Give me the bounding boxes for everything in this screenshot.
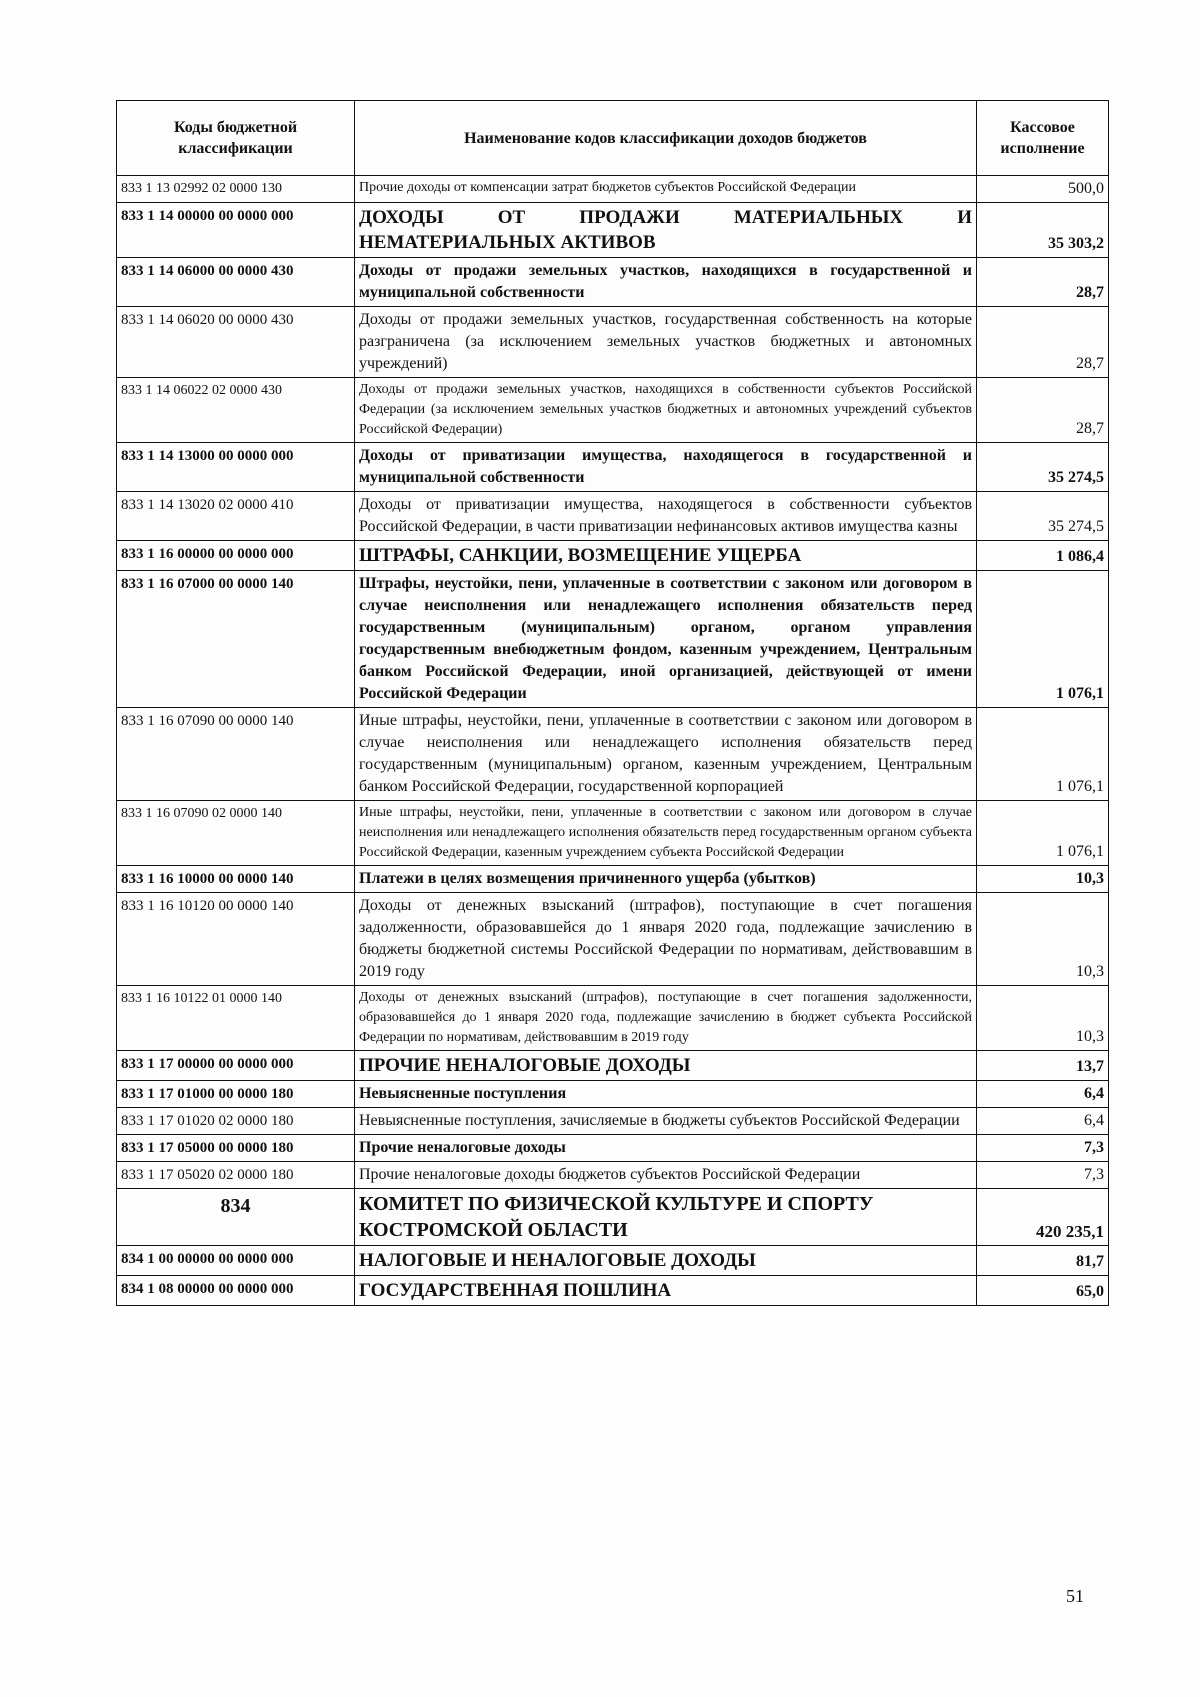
table-row — [117, 1108, 1109, 1135]
row-code: 834 1 08 00000 00 0000 000 — [117, 1276, 355, 1306]
row-code: 833 1 14 00000 00 0000 000 — [117, 203, 355, 258]
row-amount: 65,0 — [977, 1276, 1109, 1306]
row-name: НАЛОГОВЫЕ И НЕНАЛОГОВЫЕ ДОХОДЫ — [355, 1246, 977, 1276]
table-row — [117, 866, 1109, 893]
row-amount: 6,4 — [977, 1108, 1109, 1135]
row-amount: 28,7 — [977, 307, 1109, 378]
row-code: 833 1 16 10120 00 0000 140 — [117, 893, 355, 986]
row-code: 833 1 17 05020 02 0000 180 — [117, 1162, 355, 1189]
row-name: Невыясненные поступления, зачисляемые в бюджеты субъектов Российской Федерации — [355, 1108, 977, 1135]
row-amount: 1 076,1 — [977, 801, 1109, 866]
row-code: 833 1 14 06000 00 0000 430 — [117, 258, 355, 307]
row-name: Прочие неналоговые доходы — [355, 1135, 977, 1162]
header-code: Коды бюджетной классификации — [117, 101, 355, 176]
table-row — [117, 1246, 1109, 1276]
row-name: КОМИТЕТ ПО ФИЗИЧЕСКОЙ КУЛЬТУРЕ И СПОРТУ КОСТРОМСКОЙ ОБЛАСТИ — [355, 1189, 977, 1246]
row-code: 833 1 16 07000 00 0000 140 — [117, 571, 355, 708]
row-code: 833 1 17 01000 00 0000 180 — [117, 1081, 355, 1108]
table-row — [117, 492, 1109, 541]
row-amount: 420 235,1 — [977, 1189, 1109, 1246]
row-amount: 13,7 — [977, 1051, 1109, 1081]
row-code: 833 1 16 10000 00 0000 140 — [117, 866, 355, 893]
row-amount: 6,4 — [977, 1081, 1109, 1108]
row-name: ГОСУДАРСТВЕННАЯ ПОШЛИНА — [355, 1276, 977, 1306]
table-row — [117, 1189, 1109, 1246]
row-code: 833 1 17 01020 02 0000 180 — [117, 1108, 355, 1135]
page-number: 51 — [1066, 1586, 1084, 1606]
row-name: Доходы от продажи земельных участков, государственная собственность на которые разграничена (за исключением земельных участков бюджетных и автономных учреждений) — [355, 307, 977, 378]
table-row — [117, 203, 1109, 258]
header-name: Наименование кодов классификации доходов бюджетов — [355, 101, 977, 176]
row-amount: 500,0 — [977, 176, 1109, 203]
row-code: 833 1 16 00000 00 0000 000 — [117, 541, 355, 571]
row-code: 833 1 17 00000 00 0000 000 — [117, 1051, 355, 1081]
row-amount: 7,3 — [977, 1162, 1109, 1189]
row-name: Доходы от денежных взысканий (штрафов), поступающие в счет погашения задолженности, образовавшейся до 1 января 2020 года, подлежащие зачислению в бюджеты бюджетной системы Российской Федерации по нормативам, действовавшим в 2019 году — [355, 893, 977, 986]
header-amount: Кассовое исполнение — [977, 101, 1109, 176]
row-code: 833 1 16 10122 01 0000 140 — [117, 986, 355, 1051]
row-name: Доходы от продажи земельных участков, находящихся в собственности субъектов Российской Федерации (за исключением земельных участков бюджетных и автономных учреждений субъектов Российской Федерации) — [355, 378, 977, 443]
table-row — [117, 443, 1109, 492]
row-name: Иные штрафы, неустойки, пени, уплаченные в соответствии с законом или договором в случае неисполнения или ненадлежащего исполнения обязательств перед государственным (муниципальным) органом, казенным учреждением, Центральным банком Российской Федерации, государственной корпорацией — [355, 708, 977, 801]
row-code: 833 1 17 05000 00 0000 180 — [117, 1135, 355, 1162]
table-row — [117, 893, 1109, 986]
table-row — [117, 1276, 1109, 1306]
row-name: Штрафы, неустойки, пени, уплаченные в соответствии с законом или договором в случае неисполнения или ненадлежащего исполнения обязательств перед государственным (муниципальным) органом, органом управления государственным внебюджетным фондом, казенным учреждением, Центральным банком Российской Федерации, иной организацией, действующей от имени Российской Федерации — [355, 571, 977, 708]
row-amount: 1 076,1 — [977, 708, 1109, 801]
table-row — [117, 571, 1109, 708]
table-header-row — [117, 101, 1109, 176]
row-code: 833 1 14 06022 02 0000 430 — [117, 378, 355, 443]
row-amount: 28,7 — [977, 258, 1109, 307]
table-body — [117, 176, 1109, 1306]
row-code: 834 1 00 00000 00 0000 000 — [117, 1246, 355, 1276]
table-row — [117, 307, 1109, 378]
row-code: 833 1 14 13020 02 0000 410 — [117, 492, 355, 541]
row-name: Прочие неналоговые доходы бюджетов субъектов Российской Федерации — [355, 1162, 977, 1189]
table-row — [117, 1162, 1109, 1189]
row-code: 833 1 14 06020 00 0000 430 — [117, 307, 355, 378]
row-code: 834 — [117, 1189, 355, 1246]
row-name: Доходы от продажи земельных участков, находящихся в государственной и муниципальной собственности — [355, 258, 977, 307]
table-row — [117, 258, 1109, 307]
table-row — [117, 541, 1109, 571]
row-name: Доходы от приватизации имущества, находящегося в государственной и муниципальной собственности — [355, 443, 977, 492]
row-code: 833 1 13 02992 02 0000 130 — [117, 176, 355, 203]
table-row — [117, 1135, 1109, 1162]
row-name: Иные штрафы, неустойки, пени, уплаченные в соответствии с законом или договором в случае неисполнения или ненадлежащего исполнения обязательств перед государственным органом субъекта Российской Федерации, казенным учреждением субъекта Российской Федерации — [355, 801, 977, 866]
row-name: ШТРАФЫ, САНКЦИИ, ВОЗМЕЩЕНИЕ УЩЕРБА — [355, 541, 977, 571]
row-amount: 81,7 — [977, 1246, 1109, 1276]
table-row — [117, 986, 1109, 1051]
row-name: Доходы от приватизации имущества, находящегося в собственности субъектов Российской Федерации, в части приватизации нефинансовых активов имущества казны — [355, 492, 977, 541]
row-amount: 28,7 — [977, 378, 1109, 443]
table-row — [117, 176, 1109, 203]
row-code: 833 1 16 07090 02 0000 140 — [117, 801, 355, 866]
table-row — [117, 801, 1109, 866]
row-amount: 10,3 — [977, 986, 1109, 1051]
row-name: Платежи в целях возмещения причиненного ущерба (убытков) — [355, 866, 977, 893]
row-code: 833 1 16 07090 00 0000 140 — [117, 708, 355, 801]
table-row — [117, 378, 1109, 443]
row-name: ДОХОДЫ ОТ ПРОДАЖИ МАТЕРИАЛЬНЫХ И НЕМАТЕРИАЛЬНЫХ АКТИВОВ — [355, 203, 977, 258]
row-name: Доходы от денежных взысканий (штрафов), поступающие в счет погашения задолженности, образовавшейся до 1 января 2020 года, подлежащие зачислению в бюджет субъекта Российской Федерации по нормативам, действовавшим в 2019 году — [355, 986, 977, 1051]
row-name: Прочие доходы от компенсации затрат бюджетов субъектов Российской Федерации — [355, 176, 977, 203]
row-amount: 7,3 — [977, 1135, 1109, 1162]
row-amount: 35 274,5 — [977, 492, 1109, 541]
table-row — [117, 1051, 1109, 1081]
row-amount: 10,3 — [977, 893, 1109, 986]
row-code: 833 1 14 13000 00 0000 000 — [117, 443, 355, 492]
row-name: ПРОЧИЕ НЕНАЛОГОВЫЕ ДОХОДЫ — [355, 1051, 977, 1081]
row-amount: 1 076,1 — [977, 571, 1109, 708]
row-amount: 35 274,5 — [977, 443, 1109, 492]
budget-revenue-table — [116, 100, 1109, 1306]
table-row — [117, 1081, 1109, 1108]
row-name: Невыясненные поступления — [355, 1081, 977, 1108]
row-amount: 10,3 — [977, 866, 1109, 893]
row-amount: 35 303,2 — [977, 203, 1109, 258]
row-amount: 1 086,4 — [977, 541, 1109, 571]
table-row — [117, 708, 1109, 801]
